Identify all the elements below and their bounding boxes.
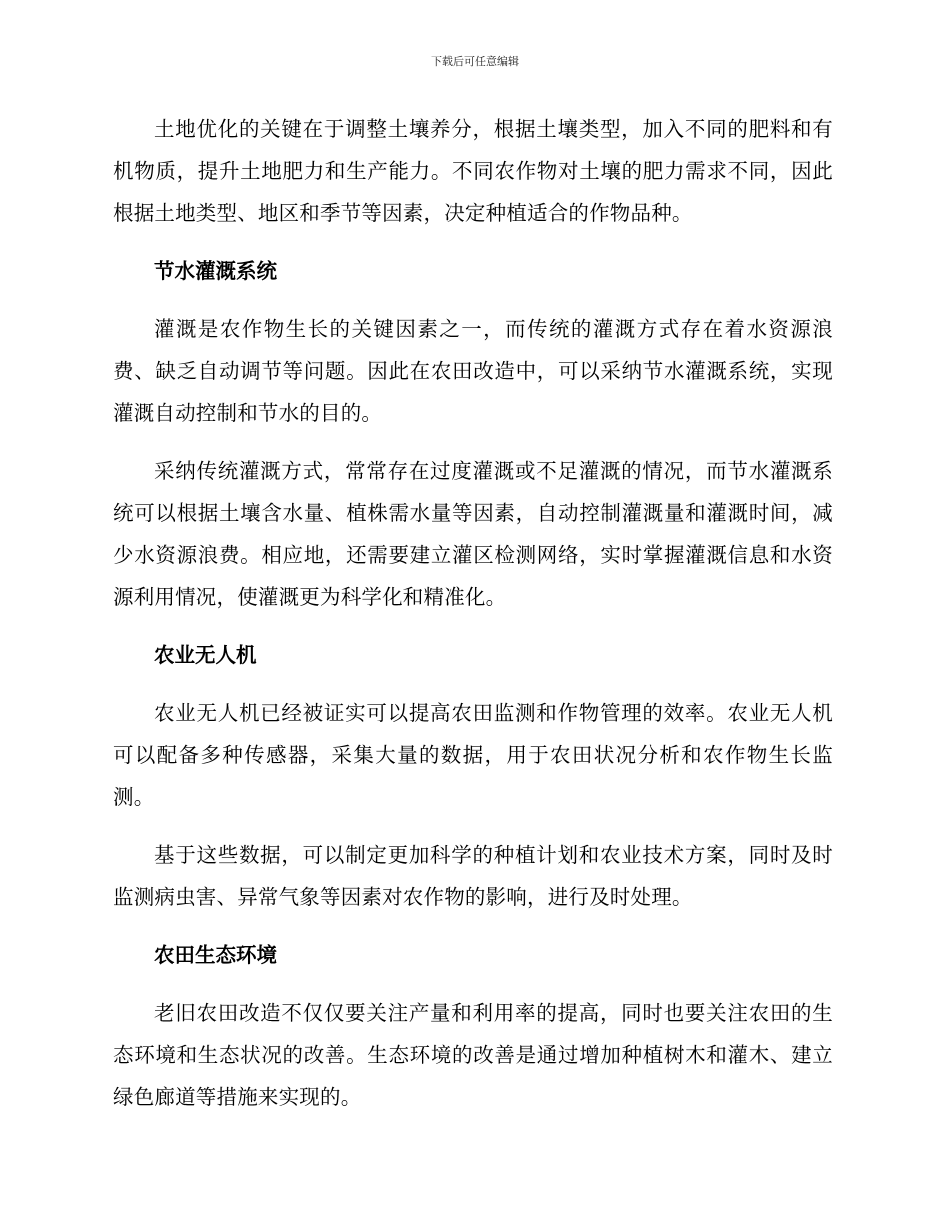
paragraph-ecology: 老旧农田改造不仅仅要关注产量和利用率的提高，同时也要关注农田的生态环境和生态状况的改善。生态环境的改善是通过增加种植树木和灌木、建立绿色廊道等措施来实现的。 [113,1001,833,1109]
paragraph-soil-optimization: 土地优化的关键在于调整土壤养分，根据土壤类型，加入不同的肥料和有机物质，提升土地肥力和生产能力。不同农作物对土壤的肥力需求不同，因此根据土地类型、地区和季节等因素，决定种植适合的作物品种。 [113,117,833,225]
paragraph-drone-intro: 农业无人机已经被证实可以提高农田监测和作物管理的效率。农业无人机可以配备多种传感器，采集大量的数据，用于农田状况分析和农作物生长监测。 [113,701,833,809]
header-note: 下载后可任意编辑 [431,55,519,68]
document-body [113,108,833,1134]
section-heading-drone: 农业无人机 [154,643,257,667]
section-heading-irrigation: 节水灌溉系统 [154,259,277,283]
paragraph-drone-detail: 基于这些数据，可以制定更加科学的种植计划和农业技术方案，同时及时监测病虫害、异常气象等因素对农作物的影响，进行及时处理。 [113,843,833,909]
paragraph-irrigation-intro: 灌溉是农作物生长的关键因素之一，而传统的灌溉方式存在着水资源浪费、缺乏自动调节等问题。因此在农田改造中，可以采纳节水灌溉系统，实现灌溉自动控制和节水的目的。 [113,317,833,425]
paragraph-irrigation-detail: 采纳传统灌溉方式，常常存在过度灌溉或不足灌溉的情况，而节水灌溉系统可以根据土壤含水量、植株需水量等因素，自动控制灌溉量和灌溉时间，减少水资源浪费。相应地，还需要建立灌区检测网络，实时掌握灌溉信息和水资源利用情况，使灌溉更为科学化和精准化。 [113,459,833,609]
section-heading-ecology: 农田生态环境 [154,943,277,967]
